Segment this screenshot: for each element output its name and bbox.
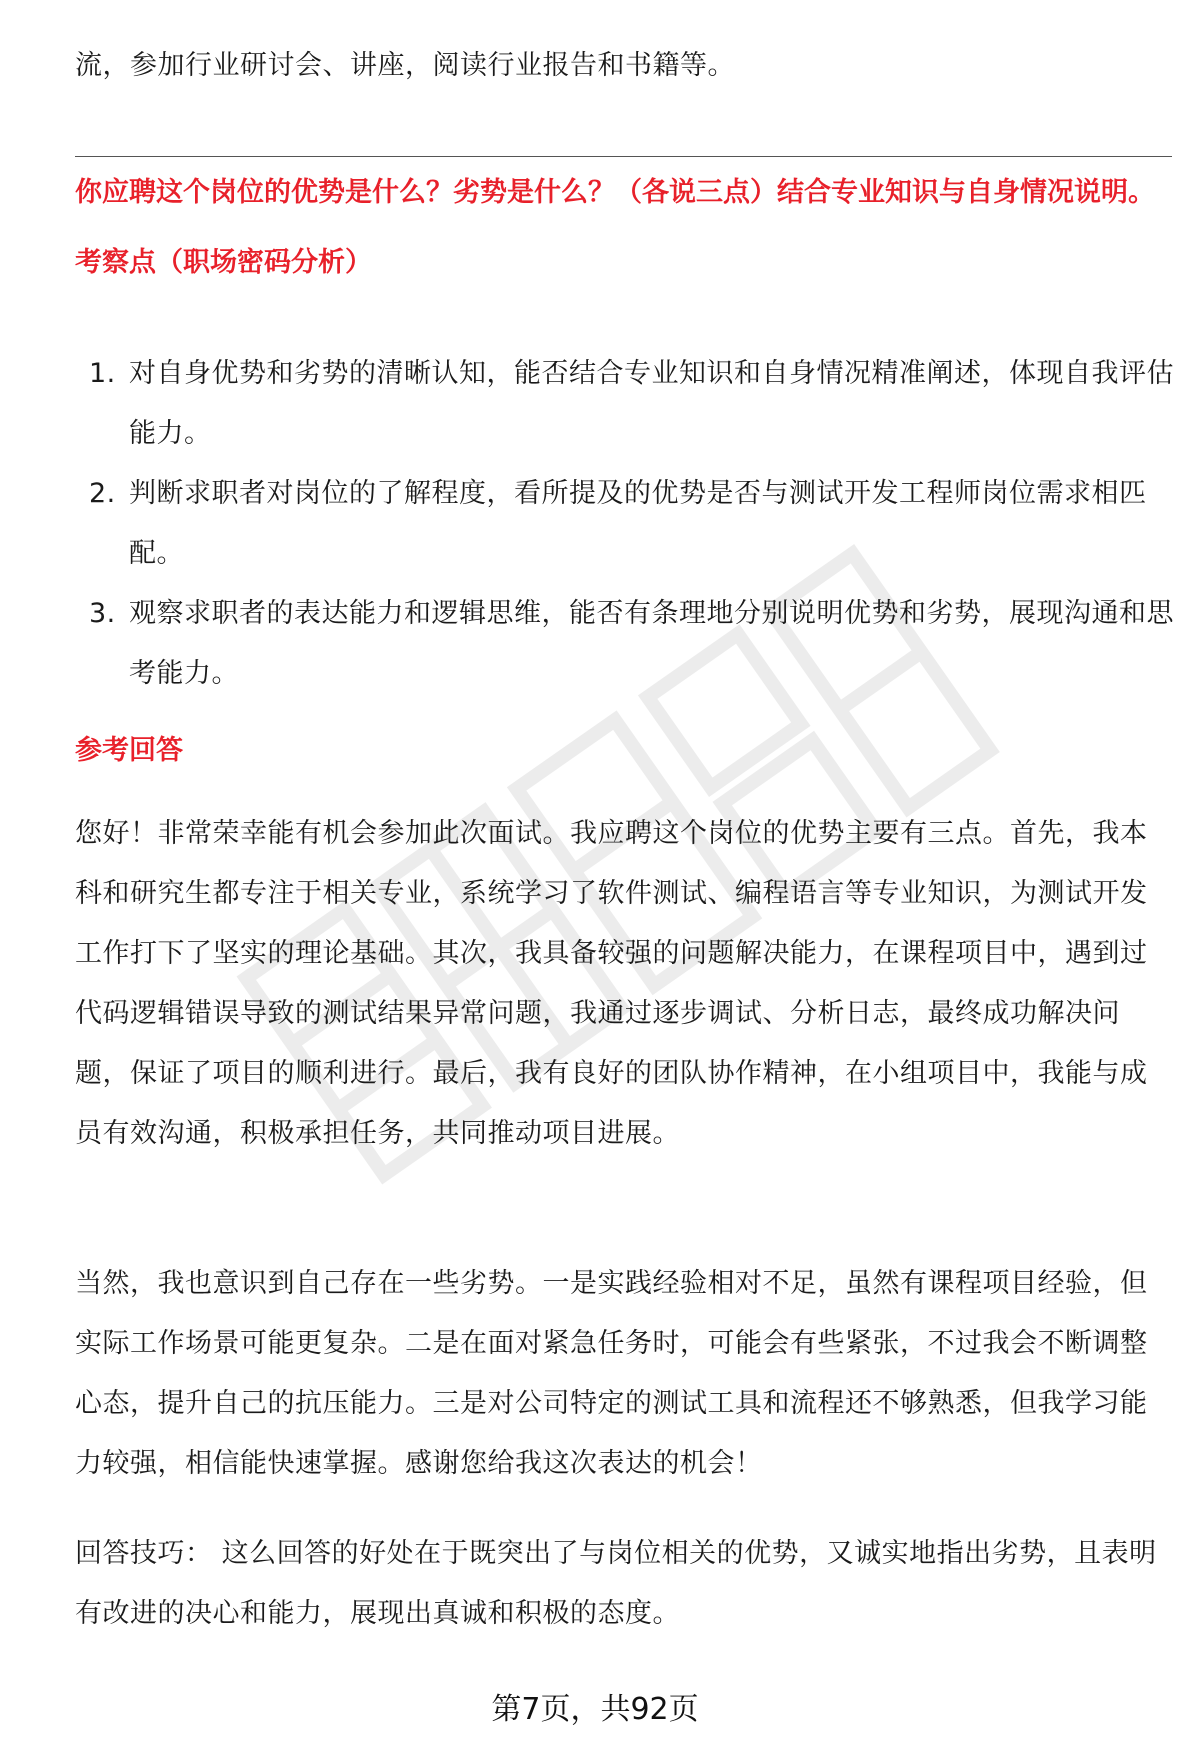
list-item-text: 观察求职者的表达能力和逻辑思维，能否有条理地分别说明优势和劣势，展现沟通和思考能力。 (129, 598, 1174, 689)
answer-tip-paragraph: 回答技巧： 这么回答的好处在于既突出了与岗位相关的优势，又诚实地指出劣势，且表明有改进的决心和能力，展现出真诚和积极的态度。 (75, 1538, 1157, 1629)
section-divider (75, 156, 1172, 157)
assessment-list (75, 344, 1175, 704)
list-item-number: 2. (89, 478, 116, 509)
list-item-number: 3. (89, 598, 116, 629)
interview-question: 你应聘这个岗位的优势是什么？劣势是什么？（各说三点）结合专业知识与自身情况说明。 (75, 177, 1155, 208)
list-item-text: 对自身优势和劣势的清晰认知，能否结合专业知识和自身情况精准阐述，体现自我评估能力。 (129, 358, 1174, 449)
list-item (75, 584, 1175, 704)
answer-paragraph-weaknesses: 当然，我也意识到自己存在一些劣势。一是实践经验相对不足，虽然有课程项目经验，但实际工作场景可能更复杂。二是在面对紧急任务时，可能会有些紧张，不过我会不断调整心态，提升自己的抗压能力。三是对公司特定的测试工具和流程还不够熟悉，但我学习能力较强，相信能快速掌握。感谢您给我这次表达的机会！ (75, 1268, 1148, 1479)
reference-answer-heading: 参考回答 (75, 735, 183, 766)
list-item (75, 344, 1175, 464)
continuation-text: 流，参加行业研讨会、讲座，阅读行业报告和书籍等。 (75, 50, 735, 81)
assessment-heading: 考察点（职场密码分析） (75, 247, 372, 278)
page-number-footer: 第7页，共92页 (491, 1692, 699, 1727)
list-item (75, 464, 1175, 584)
answer-paragraph-strengths: 您好！非常荣幸能有机会参加此次面试。我应聘这个岗位的优势主要有三点。首先，我本科和研究生都专注于相关专业，系统学习了软件测试、编程语言等专业知识，为测试开发工作打下了坚实的理论基础。其次，我具备较强的问题解决能力，在课程项目中，遇到过代码逻辑错误导致的测试结果异常问题，我通过逐步调试、分析日志，最终成功解决问题，保证了项目的顺利进行。最后，我有良好的团队协作精神，在小组项目中，我能与成员有效沟通，积极承担任务，共同推动项目进展。 (75, 818, 1148, 1149)
list-item-text: 判断求职者对岗位的了解程度，看所提及的优势是否与测试开发工程师岗位需求相匹配。 (129, 478, 1147, 569)
list-item-number: 1. (89, 358, 116, 389)
